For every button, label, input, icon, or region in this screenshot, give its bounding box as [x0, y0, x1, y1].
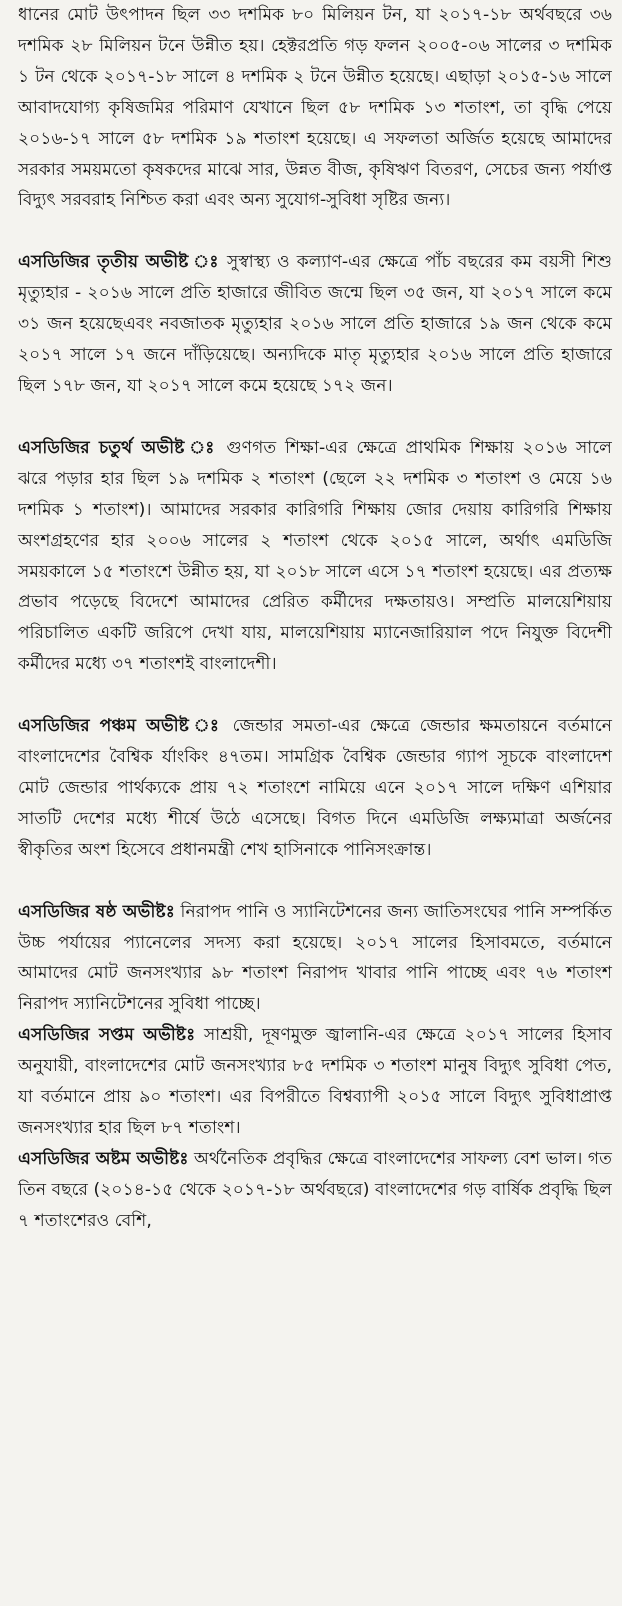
paragraph-sdg-5 [18, 711, 612, 866]
paragraph-body: সাশ্রয়ী, দূষণমুক্ত জ্বালানি-এর ক্ষেত্রে ২০১৭ সালের হিসাব অনুযায়ী, বাংলাদেশের মোট জনসংখ্যার ৮৫ দশমিক ৩ শতাংশ মানুষ বিদ্যুৎ সুবিধা পেত, যা বর্তমানে প্রায় ৯০ শতাংশ। এর বিপরীতে বিশ্বব্যাপী ২০১৫ সালে বিদ্যুৎ সুবিধাপ্রাপ্ত জনসংখ্যার হার ছিল ৮৭ শতাংশ। [18, 1025, 612, 1138]
paragraph-body: ধানের মোট উৎপাদন ছিল ৩৩ দশমিক ৮০ মিলিয়ন টন, যা ২০১৭-১৮ অর্থবছরে ৩৬ দশমিক ২৮ মিলিয়ন টনে উন্নীত হয়। হেক্টরপ্রতি গড় ফলন ২০০৫-০৬ সালের ৩ দশমিক ১ টন থেকে ২০১৭-১৮ সালে ৪ দশমিক ২ টনে উন্নীত হয়েছে। এছাড়া ২০১৫-১৬ সালে আবাদযোগ্য কৃষিজমির পরিমাণ যেখানে ছিল ৫৮ দশমিক ১৩ শতাংশ, তা বৃদ্ধি পেয়ে ২০১৬-১৭ সালে ৫৮ দশমিক ১৯ শতাংশ হয়েছে। এ সফলতা অর্জিত হয়েছে আমাদের সরকার সময়মতো কৃষকদের মাঝে সার, উন্নত বীজ, কৃষিঋণ বিতরণ, সেচের জন্য পর্যাপ্ত বিদ্যুৎ সরবরাহ নিশ্চিত করা এবং অন্য সুযোগ-সুবিধা সৃষ্টির জন্য। [18, 5, 612, 211]
paragraph-rice-production [18, 0, 612, 216]
paragraph-lead: এসডিজির সপ্তম অভীষ্টঃ [18, 1025, 196, 1046]
paragraph-body: সুস্বাস্থ্য ও কল্যাণ-এর ক্ষেত্রে পাঁচ বছরের কম বয়সী শিশু মৃত্যুহার - ২০১৬ সালে প্রতি হাজারে জীবিত জন্মে ছিল ৩৫ জন, যা ২০১৭ সালে কমে ৩১ জন হয়েছেএবং নবজাতক মৃত্যুহার ২০১৬ সালে প্রতি হাজারে ১৯ জন থেকে কমে ২০১৭ সালে ১৭ জনে দাঁড়িয়েছে। অন্যদিকে মাতৃ মৃত্যুহার ২০১৬ সালে প্রতি হাজারে ছিল ১৭৮ জন, যা ২০১৭ সালে কমে হয়েছে ১৭২ জন। [18, 252, 612, 396]
paragraph-body: অর্থনৈতিক প্রবৃদ্ধির ক্ষেত্রে বাংলাদেশের সাফল্য বেশ ভাল। গত তিন বছরে (২০১৪-১৫ থেকে ২০১৭-১৮ অর্থবছরে) বাংলাদেশের গড় বার্ষিক প্রবৃদ্ধি ছিল ৭ শতাংশেরও বেশি, [18, 1148, 612, 1231]
paragraph-body: গুণগত শিক্ষা-এর ক্ষেত্রে প্রাথমিক শিক্ষায় ২০১৬ সালে ঝরে পড়ার হার ছিল ১৯ দশমিক ২ শতাংশ (ছেলে ২২ দশমিক ৩ শতাংশ ও মেয়ে ১৬ দশমিক ১ শতাংশ)। আমাদের সরকার কারিগরি শিক্ষায় জোর দেয়ায় কারিগরি শিক্ষায় অংশগ্রহণের হার ২০০৬ সালের ২ শতাংশ থেকে ২০১৫ সালে, অর্থাৎ এমডিজি সময়কালে ১৫ শতাংশে উন্নীত হয়, যা ২০১৮ সালে এসে ১৭ শতাংশ হয়েছে। এর প্রত্যক্ষ প্রভাব পড়েছে বিদেশে আমাদের প্রেরিত কর্মীদের দক্ষতায়ও। সম্প্রতি মালয়েশিয়ায় পরিচালিত একটি জরিপে দেখা যায়, মালয়েশিয়ায় ম্যানেজারিয়াল পদে নিযুক্ত বিদেশী কর্মীদের মধ্যে ৩৭ শতাংশই বাংলাদেশী। [18, 437, 612, 675]
paragraph-lead: এসডিজির তৃতীয় অভীষ্ট ঃ [18, 252, 220, 273]
paragraph-sdg-8 [18, 1144, 612, 1237]
paragraph-sdg-4 [18, 433, 612, 680]
paragraph-body: জেন্ডার সমতা-এর ক্ষেত্রে জেন্ডার ক্ষমতায়নে বর্তমানে বাংলাদেশের বৈশ্বিক র্যাংকিং ৪৭তম। সামগ্রিক বৈশ্বিক জেন্ডার গ্যাপ সূচকে বাংলাদেশ মোট জেন্ডার পার্থক্যকে প্রায় ৭২ শতাংশে নামিয়ে এনে ২০১৭ সালে দক্ষিণ এশিয়ার সাতটি দেশের মধ্যে শীর্ষে উঠে এসেছে। বিগত দিনে এমডিজি লক্ষ্যমাত্রা অর্জনের স্বীকৃতির অংশ হিসেবে প্রধানমন্ত্রী শেখ হাসিনাকে পানিসংক্রান্ত। [18, 716, 613, 860]
paragraph-lead: এসডিজির অষ্টম অভীষ্টঃ [18, 1148, 189, 1169]
paragraph-sdg-6 [18, 897, 612, 1021]
paragraph-lead: এসডিজির চতুর্থ অভীষ্ট ঃ [18, 437, 218, 458]
paragraph-sdg-3 [18, 247, 612, 402]
paragraph-sdg-7 [18, 1020, 612, 1144]
paragraph-body: নিরাপদ পানি ও স্যানিটেশনের জন্য জাতিসংঘের পানি সম্পর্কিত উচ্চ পর্যায়ের প্যানেলের সদস্য করা হয়েছে। ২০১৭ সালের হিসাবমতে, বর্তমানে আমাদের মোট জনসংখ্যার ৯৮ শতাংশ নিরাপদ খাবার পানি পাচ্ছে এবং ৭৬ শতাংশ নিরাপদ স্যানিটেশনের সুবিধা পাচ্ছে। [18, 901, 612, 1015]
paragraph-lead: এসডিজির ষষ্ঠ অভীষ্টঃ [18, 901, 175, 922]
paragraph-lead: এসডিজির পঞ্চম অভীষ্ট ঃ [18, 716, 224, 737]
